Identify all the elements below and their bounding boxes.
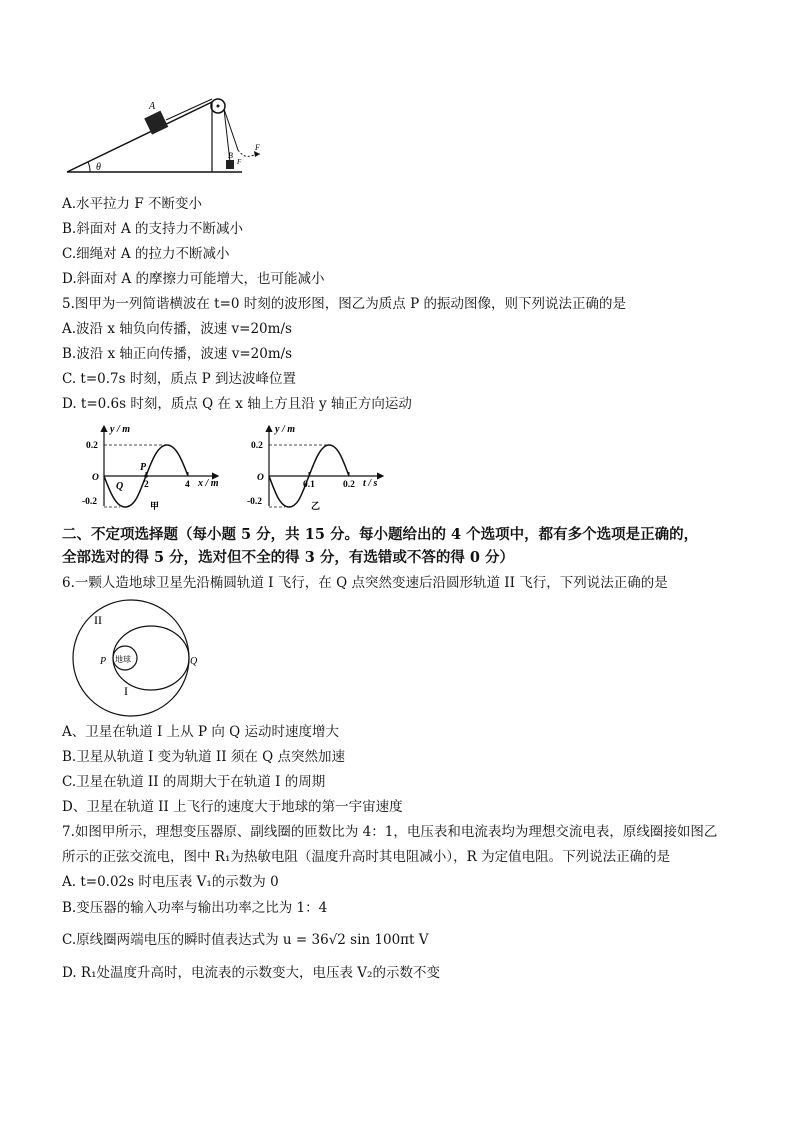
label-theta: θ xyxy=(96,162,101,173)
label-a: A xyxy=(149,101,156,112)
q7-option-a: A. t=0.02s 时电压表 V₁的示数为 0 xyxy=(62,874,279,890)
orbit-label-earth: 地球 xyxy=(115,655,131,664)
q5-option-b: B.波沿 x 轴正向传播，波速 v=20m/s xyxy=(62,346,293,362)
jia-y-top: 0.2 xyxy=(86,441,98,451)
jia-origin: O xyxy=(92,473,99,483)
jia-point-q: Q xyxy=(116,481,124,492)
q5-option-c: C. t=0.7s 时刻，质点 P 到达波峰位置 xyxy=(62,371,297,387)
q6-option-d: D、卫星在轨道 II 上飞行的速度大于地球的第一宇宙速度 xyxy=(62,799,403,815)
q7-option-d: D. R₁处温度升高时，电流表的示数变大，电压表 V₂的示数不变 xyxy=(62,965,440,981)
jia-y-bottom: -0.2 xyxy=(82,497,98,507)
q6-option-a: A、卫星在轨道 I 上从 P 向 Q 运动时速度增大 xyxy=(62,724,339,740)
orbit-label-ii: II xyxy=(94,613,102,627)
orbit-label-q: Q xyxy=(190,656,198,667)
jia-xlabel: x / m xyxy=(198,478,219,489)
q4-option-d: D.斜面对 A 的摩擦力可能增大，也可能减小 xyxy=(62,271,325,287)
q4-option-b: B.斜面对 A 的支持力不断减小 xyxy=(62,221,244,237)
yi-y-top: 0.2 xyxy=(251,441,263,451)
yi-y-bottom: -0.2 xyxy=(247,497,263,507)
yi-ylabel: y / m xyxy=(275,424,295,435)
q7-option-c: C.原线圈两端电压的瞬时值表达式为 u = 36√2 sin 100πt V xyxy=(62,932,429,948)
jia-ylabel: y / m xyxy=(110,424,130,435)
q6-option-c: C.卫星在轨道 II 的周期大于在轨道 I 的周期 xyxy=(62,774,326,790)
q5-option-a: A.波沿 x 轴负向传播，波速 v=20m/s xyxy=(62,321,292,337)
q7-stem-line1: 7.如图甲所示，理想变压器原、副线圈的匝数比为 4：1，电压表和电流表均为理想交流电表，原线圈接如图乙 xyxy=(62,824,718,840)
q6-option-b: B.卫星从轨道 I 变为轨道 II 须在 Q 点突然加速 xyxy=(62,749,346,765)
section2-heading-line1: 二、不定项选择题（每小题 5 分，共 15 分。每小题给出的 4 个选项中，都有多个选项是正确的， xyxy=(62,526,699,543)
orbit-label-i: I xyxy=(124,684,128,698)
q5-stem: 5.图甲为一列简谐横波在 t=0 时刻的波形图，图乙为质点 P 的振动图像，则下列说法正确的是 xyxy=(62,296,626,312)
label-b: B xyxy=(228,151,233,160)
orbit-label-p: P xyxy=(100,656,107,667)
q4-option-a: A.水平拉力 F 不断变小 xyxy=(62,196,202,212)
yi-xlabel: t / s xyxy=(363,478,378,489)
label-f: F xyxy=(255,143,260,152)
jia-caption: 甲 xyxy=(150,501,160,511)
section2-heading-line2: 全部选对的得 5 分，选对但不全的得 3 分，有选错或不答的得 0 分） xyxy=(62,549,515,566)
jia-tick-4: 4 xyxy=(185,480,190,490)
jia-tick-2: 2 xyxy=(144,480,149,490)
yi-tick-2: 0.2 xyxy=(343,480,355,490)
q7-stem-line2: 所示的正弦交流电，图中 R₁为热敏电阻（温度升高时其电阻减小），R 为定值电阻。下列说法正确的是 xyxy=(62,849,671,865)
q5-option-d: D. t=0.6s 时刻，质点 Q 在 x 轴上方且沿 y 轴正方向运动 xyxy=(62,396,412,412)
jia-point-p: P xyxy=(140,462,147,473)
q4-option-c: C.细绳对 A 的拉力不断减小 xyxy=(62,246,230,262)
yi-tick-1: 0.1 xyxy=(303,480,315,490)
yi-caption: 乙 xyxy=(311,501,321,511)
wave-graph-yi xyxy=(245,420,395,512)
q7-option-b: B.变压器的输入功率与输出功率之比为 1：4 xyxy=(62,900,328,916)
q6-stem: 6.一颗人造地球卫星先沿椭圆轨道 I 飞行，在 Q 点突然变速后沿圆形轨道 II 飞行，下列说法正确的是 xyxy=(62,575,668,591)
orbit-figure xyxy=(64,598,214,718)
incline-pulley-figure xyxy=(62,92,282,180)
yi-origin: O xyxy=(257,473,264,483)
label-e: F xyxy=(237,158,242,166)
wave-graph-jia xyxy=(80,420,230,512)
